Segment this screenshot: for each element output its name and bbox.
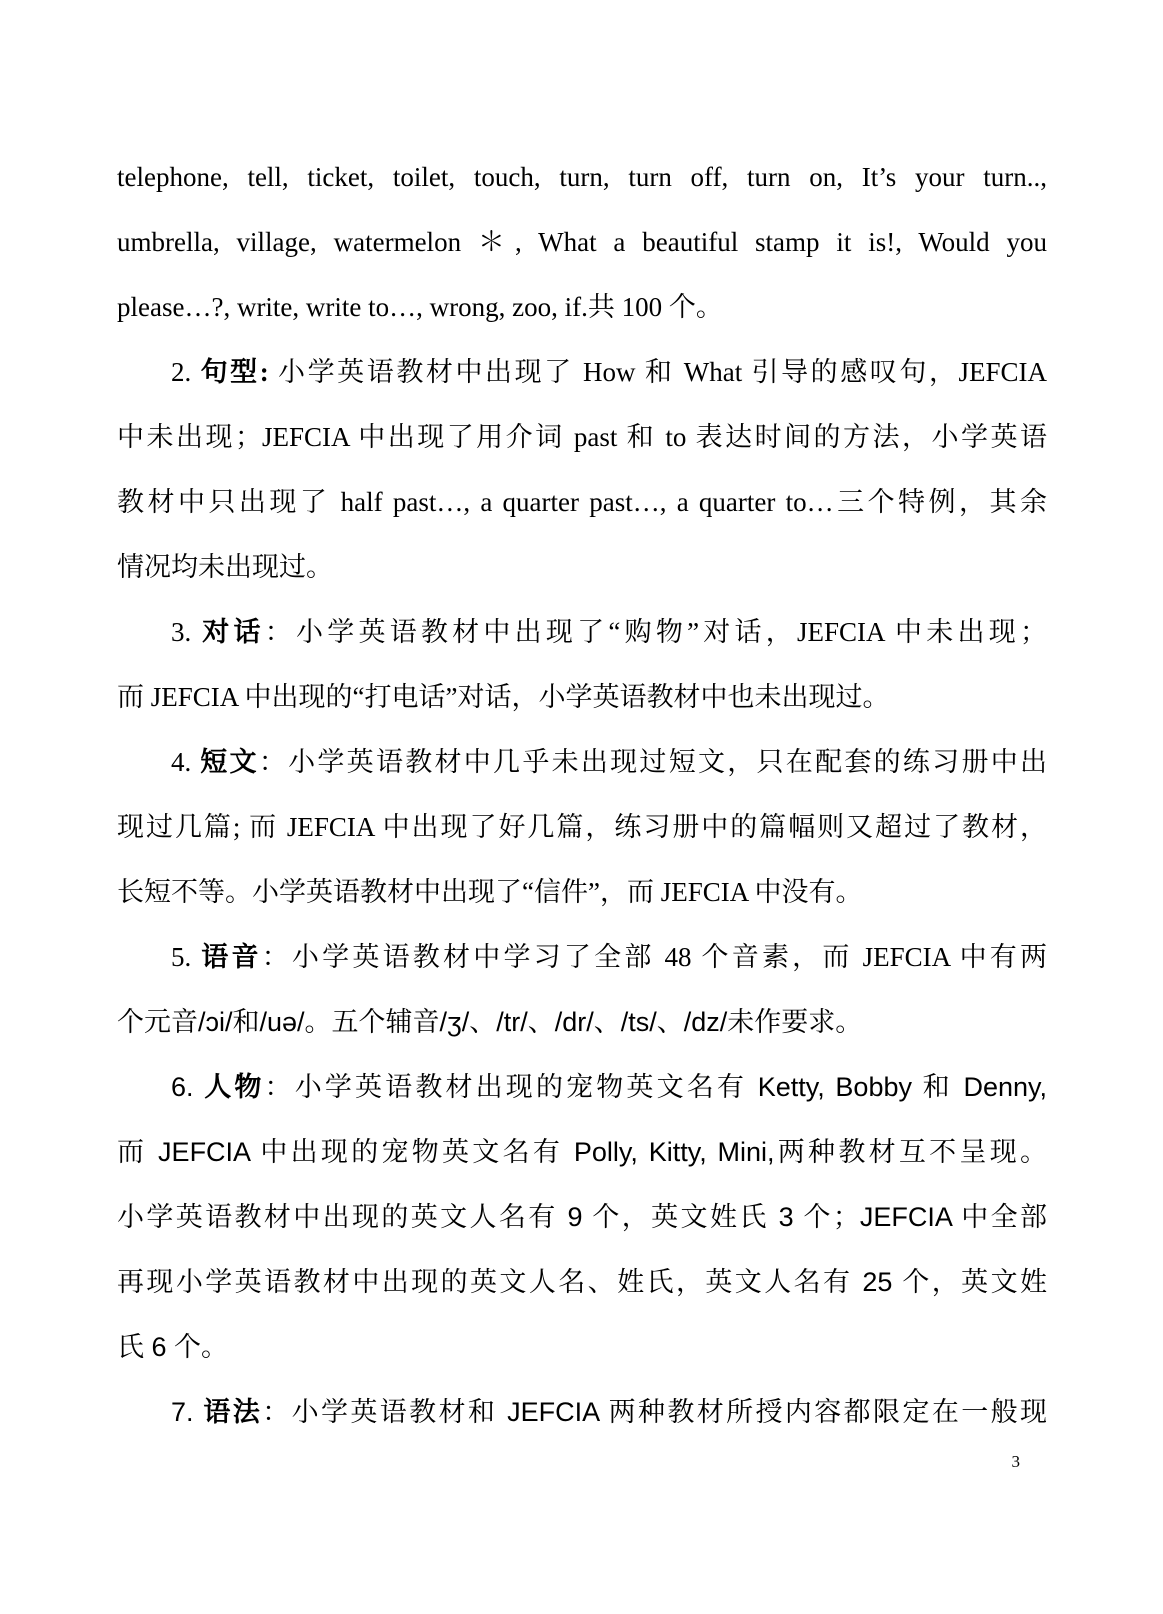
section-number: 3.: [171, 617, 192, 647]
section-number: 6.: [171, 1072, 194, 1102]
section-number: 4.: [171, 747, 192, 777]
section-phonetics: 5. 语音：小学英语教材中学习了全部 48 个音素，而 JEFCIA 中有两: [171, 942, 1047, 972]
text-line: 而 JEFCIA 中出现的宠物英文名有 Polly, Kitty, Mini,两种教材互不呈现。: [117, 1137, 1047, 1167]
page-number: 3: [1011, 1452, 1020, 1471]
text-line: 个元音/ɔi/和/uə/。五个辅音/ʒ/、/tr/、/dr/、/ts/、/dz/未作要求。: [117, 1007, 863, 1037]
text-line: umbrella, village, watermelon ＊, What a beautiful stamp it is!, Would you: [117, 227, 1047, 257]
section-number: 2.: [171, 357, 192, 387]
text-line: 再现小学英语教材中出现的英文人名、姓氏，英文人名有 25 个，英文姓: [117, 1267, 1047, 1297]
text-line: 长短不等。小学英语教材中出现了“信件”，而 JEFCIA 中没有。: [117, 877, 863, 907]
section-characters: 6. 人物：小学英语教材出现的宠物英文名有 Ketty, Bobby 和 Denny,: [171, 1072, 1047, 1102]
text-line: 小学英语教材中出现的英文人名有 9 个，英文姓氏 3 个；JEFCIA 中全部: [117, 1202, 1047, 1232]
section-grammar: 7. 语法：小学英语教材和 JEFCIA 两种教材所授内容都限定在一般现: [171, 1397, 1047, 1427]
text-line: 现过几篇; 而 JEFCIA 中出现了好几篇，练习册中的篇幅则又超过了教材，: [117, 812, 1047, 842]
section-label: 语法: [203, 1397, 263, 1427]
section-label: 人物: [204, 1072, 265, 1102]
section-label: 语音: [201, 942, 262, 972]
section-label: 句型:: [200, 357, 269, 387]
document-body: [117, 152, 1047, 1452]
section-dialogue: 3. 对话：小学英语教材中出现了“购物”对话，JEFCIA 中未出现；: [171, 617, 1047, 647]
section-number: 7.: [171, 1397, 194, 1427]
text-line: telephone, tell, ticket, toilet, touch, turn, turn off, turn on, It’s your turn..,: [117, 162, 1047, 192]
section-short-passages: 4. 短文：小学英语教材中几乎未出现过短文，只在配套的练习册中出: [171, 747, 1047, 777]
section-label: 对话: [202, 617, 265, 647]
text-line: 而 JEFCIA 中出现的“打电话”对话，小学英语教材中也未出现过。: [117, 682, 890, 712]
section-sentence-patterns: 2. 句型: 小学英语教材中出现了 How 和 What 引导的感叹句，JEFCIA: [171, 357, 1047, 387]
text-line: 教材中只出现了 half past…, a quarter past…, a quarter to…三个特例，其余: [117, 487, 1047, 517]
text-line: please…?, write, write to…, wrong, zoo, if.共 100 个。: [117, 292, 723, 322]
section-label: 短文: [200, 747, 259, 777]
section-number: 5.: [171, 942, 192, 972]
text-line: 中未出现；JEFCIA 中出现了用介词 past 和 to 表达时间的方法，小学英语: [117, 422, 1047, 452]
text-line: 氏 6 个。: [117, 1332, 229, 1362]
text-line: 情况均未出现过。: [117, 552, 333, 582]
